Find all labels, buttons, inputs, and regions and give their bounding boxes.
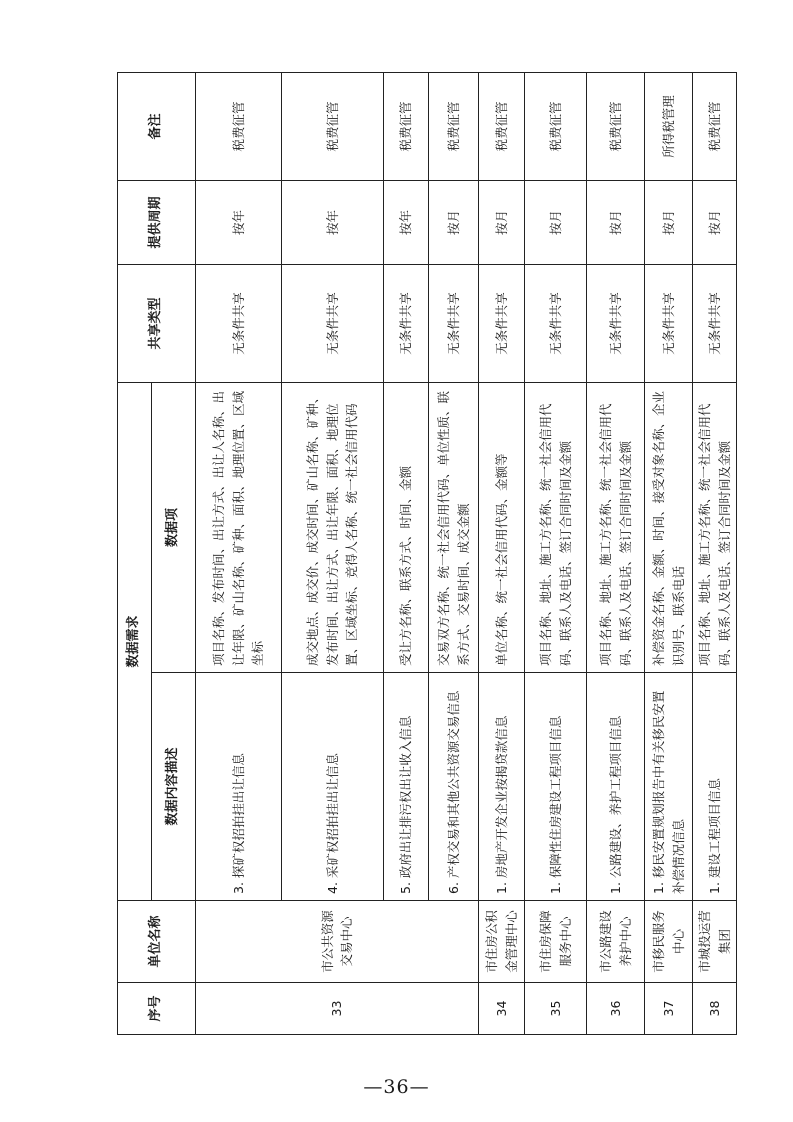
header-items: 数据项 xyxy=(152,382,196,672)
row-share-type: 无条件共享 xyxy=(693,264,737,382)
row-share-type: 无条件共享 xyxy=(479,264,525,382)
rotated-table-container xyxy=(117,73,732,1035)
row-desc: 5. 政府出让排污权出让收入信息 xyxy=(384,673,429,901)
row-remark: 税费征管 xyxy=(282,72,384,180)
row-items: 项目名称、发布时间、出让方式、出让人名称、出让年限、矿山名称、矿种、面积、地理位置、区域坐标 xyxy=(196,382,282,672)
row-seq: 34 xyxy=(479,983,525,1035)
row-period: 按月 xyxy=(693,180,737,264)
data-sharing-table xyxy=(117,72,737,1035)
row-remark: 税费征管 xyxy=(525,72,587,180)
row-period: 按月 xyxy=(479,180,525,264)
row-share-type: 无条件共享 xyxy=(282,264,384,382)
row-items: 受让方名称、联系方式、时间、金额 xyxy=(384,382,429,672)
table-row xyxy=(587,72,645,1034)
table-row xyxy=(196,72,282,1034)
row-unit: 市住房保障服务中心 xyxy=(525,901,587,983)
row-period: 按月 xyxy=(525,180,587,264)
row-period: 按年 xyxy=(384,180,429,264)
row-seq: 38 xyxy=(693,983,737,1035)
row-unit: 市公共资源交易中心 xyxy=(196,901,479,983)
row-period: 按年 xyxy=(196,180,282,264)
row-desc: 3. 探矿权招拍挂出让信息 xyxy=(196,673,282,901)
row-seq: 36 xyxy=(587,983,645,1035)
row-desc: 1. 保障性住房建设工程项目信息 xyxy=(525,673,587,901)
row-share-type: 无条件共享 xyxy=(196,264,282,382)
row-unit: 市城投运营集团 xyxy=(693,901,737,983)
row-seq: 37 xyxy=(645,983,693,1035)
header-period: 提供周期 xyxy=(118,180,196,264)
row-remark: 税费征管 xyxy=(479,72,525,180)
table-row xyxy=(479,72,525,1034)
row-seq: 35 xyxy=(525,983,587,1035)
header-demand: 数据需求 xyxy=(118,382,152,900)
row-period: 按月 xyxy=(645,180,693,264)
header-remark: 备注 xyxy=(118,72,196,180)
table-row xyxy=(693,72,737,1034)
row-desc: 1. 建设工程项目信息 xyxy=(693,673,737,901)
row-period: 按月 xyxy=(429,180,479,264)
row-period: 按月 xyxy=(587,180,645,264)
row-desc: 1. 公路建设、养护工程项目信息 xyxy=(587,673,645,901)
row-remark: 税费征管 xyxy=(587,72,645,180)
table-row xyxy=(429,72,479,1034)
row-unit: 市公路建设养护中心 xyxy=(587,901,645,983)
row-period: 按年 xyxy=(282,180,384,264)
table-row xyxy=(645,72,693,1034)
header-seq: 序号 xyxy=(118,983,196,1035)
row-remark: 税费征管 xyxy=(384,72,429,180)
page-number: —36— xyxy=(363,1076,430,1098)
row-items: 项目名称、地址、施工方名称、统一社会信用代码、联系人及电话、签订合同时间及金额 xyxy=(587,382,645,672)
header-unit: 单位名称 xyxy=(118,901,196,983)
row-items: 成交地点、成交价、成交时间、矿山名称、矿种、发布时间、出让方式、出让年限、面积、地理位置、区域坐标、竞得人名称、统一社会信用代码 xyxy=(282,382,384,672)
row-seq: 33 xyxy=(196,983,479,1035)
row-remark: 税费征管 xyxy=(693,72,737,180)
row-items: 单位名称、统一社会信用代码、金额等 xyxy=(479,382,525,672)
row-share-type: 无条件共享 xyxy=(587,264,645,382)
row-remark: 税费征管 xyxy=(196,72,282,180)
header-share-type: 共享类型 xyxy=(118,264,196,382)
row-items: 项目名称、地址、施工方名称、统一社会信用代码、联系人及电话、签订合同时间及金额 xyxy=(693,382,737,672)
row-desc: 1. 房地产开发企业按揭贷款信息 xyxy=(479,673,525,901)
row-share-type: 无条件共享 xyxy=(525,264,587,382)
table-row xyxy=(282,72,384,1034)
row-share-type: 无条件共享 xyxy=(384,264,429,382)
row-share-type: 无条件共享 xyxy=(645,264,693,382)
row-unit: 市移民服务中心 xyxy=(645,901,693,983)
row-desc: 4. 采矿权招拍挂出让信息 xyxy=(282,673,384,901)
row-items: 交易双方名称、统一社会信用代码、单位性质、联系方式、交易时间、成交金额 xyxy=(429,382,479,672)
row-desc: 6. 产权交易和其他公共资源交易信息 xyxy=(429,673,479,901)
row-unit: 市住房公积金管理中心 xyxy=(479,901,525,983)
header-desc: 数据内容描述 xyxy=(152,673,196,901)
table-row xyxy=(384,72,429,1034)
row-items: 补偿资金名称、金额、时间、接受对象名称、企业识别号、联系电话 xyxy=(645,382,693,672)
row-remark: 所得税管理 xyxy=(645,72,693,180)
row-items: 项目名称、地址、施工方名称、统一社会信用代码、联系人及电话、签订合同时间及金额 xyxy=(525,382,587,672)
row-remark: 税费征管 xyxy=(429,72,479,180)
table-row xyxy=(525,72,587,1034)
row-desc: 1. 移民安置规划报告中有关移民安置补偿情况信息 xyxy=(645,673,693,901)
row-share-type: 无条件共享 xyxy=(429,264,479,382)
